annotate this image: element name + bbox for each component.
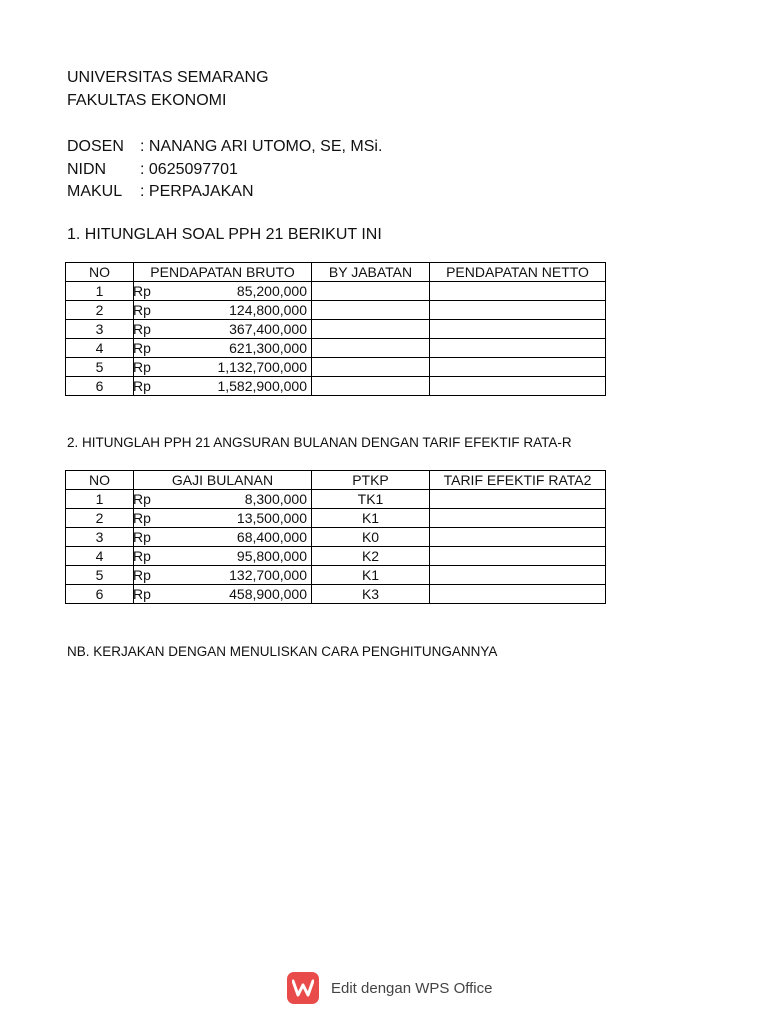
info-dosen xyxy=(67,138,382,156)
cell-no: 3 xyxy=(66,528,134,547)
cell-currency: Rp xyxy=(133,321,151,337)
table-row xyxy=(66,490,606,509)
cell-no: 6 xyxy=(66,377,134,396)
cell-tarif xyxy=(430,509,606,528)
info-nidn-value: : 0625097701 xyxy=(140,161,238,178)
header-by-jabatan: BY JABATAN xyxy=(312,263,430,282)
cell-ptkp: K3 xyxy=(312,585,430,604)
cell-currency: Rp xyxy=(133,283,151,299)
cell-currency: Rp xyxy=(133,529,151,545)
cell-currency: Rp xyxy=(133,567,151,583)
cell-ptkp: K1 xyxy=(312,509,430,528)
cell-amount xyxy=(134,282,312,301)
cell-tarif xyxy=(430,566,606,585)
cell-no: 2 xyxy=(66,301,134,320)
cell-currency: Rp xyxy=(133,359,151,375)
header-gaji-bulanan: GAJI BULANAN xyxy=(134,471,312,490)
table-row xyxy=(66,282,606,301)
cell-currency: Rp xyxy=(133,491,151,507)
table-header-row xyxy=(66,471,606,490)
table-row xyxy=(66,301,606,320)
cell-tarif xyxy=(430,490,606,509)
header-pendapatan-netto: PENDAPATAN NETTO xyxy=(430,263,606,282)
cell-netto xyxy=(430,320,606,339)
cell-netto xyxy=(430,358,606,377)
cell-by-jabatan xyxy=(312,358,430,377)
cell-no: 4 xyxy=(66,547,134,566)
wps-logo-icon xyxy=(287,972,319,1004)
table-row xyxy=(66,509,606,528)
table-row xyxy=(66,547,606,566)
cell-currency: Rp xyxy=(133,510,151,526)
cell-netto xyxy=(430,339,606,358)
question1-title: 1. HITUNGLAH SOAL PPH 21 BERIKUT INI xyxy=(67,226,382,243)
table-row xyxy=(66,320,606,339)
cell-amount xyxy=(134,320,312,339)
cell-no: 1 xyxy=(66,490,134,509)
cell-value: 68,400,000 xyxy=(236,529,307,545)
cell-value: 13,500,000 xyxy=(236,510,307,526)
edit-with-wps-button[interactable] xyxy=(287,972,492,1004)
cell-no: 6 xyxy=(66,585,134,604)
cell-by-jabatan xyxy=(312,339,430,358)
cell-currency: Rp xyxy=(133,302,151,318)
cell-amount xyxy=(134,566,312,585)
cell-value: 8,300,000 xyxy=(244,491,307,507)
cell-value: 1,582,900,000 xyxy=(217,378,307,394)
faculty-name: FAKULTAS EKONOMI xyxy=(67,92,227,109)
cell-currency: Rp xyxy=(133,378,151,394)
cell-no: 2 xyxy=(66,509,134,528)
cell-value: 1,132,700,000 xyxy=(217,359,307,375)
cell-by-jabatan xyxy=(312,377,430,396)
info-makul xyxy=(67,183,254,201)
cell-amount xyxy=(134,547,312,566)
cell-amount xyxy=(134,377,312,396)
cell-netto xyxy=(430,282,606,301)
cell-tarif xyxy=(430,528,606,547)
cell-value: 458,900,000 xyxy=(229,586,307,602)
header-tarif-efektif: TARIF EFEKTIF RATA2 xyxy=(430,471,606,490)
cell-no: 5 xyxy=(66,566,134,585)
question2-title: 2. HITUNGLAH PPH 21 ANGSURAN BULANAN DENGAN TARIF EFEKTIF RATA-R xyxy=(67,435,572,450)
cell-netto xyxy=(430,377,606,396)
cell-no: 4 xyxy=(66,339,134,358)
cell-tarif xyxy=(430,585,606,604)
cell-currency: Rp xyxy=(133,586,151,602)
cell-amount xyxy=(134,339,312,358)
table-header-row xyxy=(66,263,606,282)
cell-no: 1 xyxy=(66,282,134,301)
cell-ptkp: K1 xyxy=(312,566,430,585)
note-text: NB. KERJAKAN DENGAN MENULISKAN CARA PENGHITUNGANNYA xyxy=(67,644,498,659)
cell-value: 621,300,000 xyxy=(229,340,307,356)
question1-table xyxy=(65,262,606,396)
cell-value: 95,800,000 xyxy=(236,548,307,564)
wps-edit-label: Edit dengan WPS Office xyxy=(331,979,493,997)
cell-amount xyxy=(134,585,312,604)
info-makul-value: : PERPAJAKAN xyxy=(140,183,254,200)
header-no: NO xyxy=(66,263,134,282)
table-row xyxy=(66,377,606,396)
cell-ptkp: TK1 xyxy=(312,490,430,509)
table-row xyxy=(66,358,606,377)
cell-value: 367,400,000 xyxy=(229,321,307,337)
info-nidn xyxy=(67,161,238,179)
cell-currency: Rp xyxy=(133,340,151,356)
cell-value: 132,700,000 xyxy=(229,567,307,583)
info-dosen-value: : NANANG ARI UTOMO, SE, MSi. xyxy=(140,138,383,155)
cell-by-jabatan xyxy=(312,282,430,301)
cell-ptkp: K2 xyxy=(312,547,430,566)
cell-amount xyxy=(134,490,312,509)
cell-amount xyxy=(134,509,312,528)
cell-amount xyxy=(134,358,312,377)
header-pendapatan-bruto: PENDAPATAN BRUTO xyxy=(134,263,312,282)
header-no: NO xyxy=(66,471,134,490)
cell-by-jabatan xyxy=(312,301,430,320)
cell-by-jabatan xyxy=(312,320,430,339)
info-makul-key: MAKUL xyxy=(67,183,123,200)
info-dosen-key: DOSEN xyxy=(67,138,124,155)
info-nidn-key: NIDN xyxy=(67,161,107,178)
table-row xyxy=(66,339,606,358)
table-row xyxy=(66,528,606,547)
university-name: UNIVERSITAS SEMARANG xyxy=(67,69,269,86)
question2-table xyxy=(65,470,606,604)
cell-no: 5 xyxy=(66,358,134,377)
cell-netto xyxy=(430,301,606,320)
cell-value: 124,800,000 xyxy=(229,302,307,318)
cell-no: 3 xyxy=(66,320,134,339)
table-row xyxy=(66,566,606,585)
cell-currency: Rp xyxy=(133,548,151,564)
cell-amount xyxy=(134,528,312,547)
cell-tarif xyxy=(430,547,606,566)
cell-value: 85,200,000 xyxy=(236,283,307,299)
cell-amount xyxy=(134,301,312,320)
table-row xyxy=(66,585,606,604)
cell-ptkp: K0 xyxy=(312,528,430,547)
header-ptkp: PTKP xyxy=(312,471,430,490)
